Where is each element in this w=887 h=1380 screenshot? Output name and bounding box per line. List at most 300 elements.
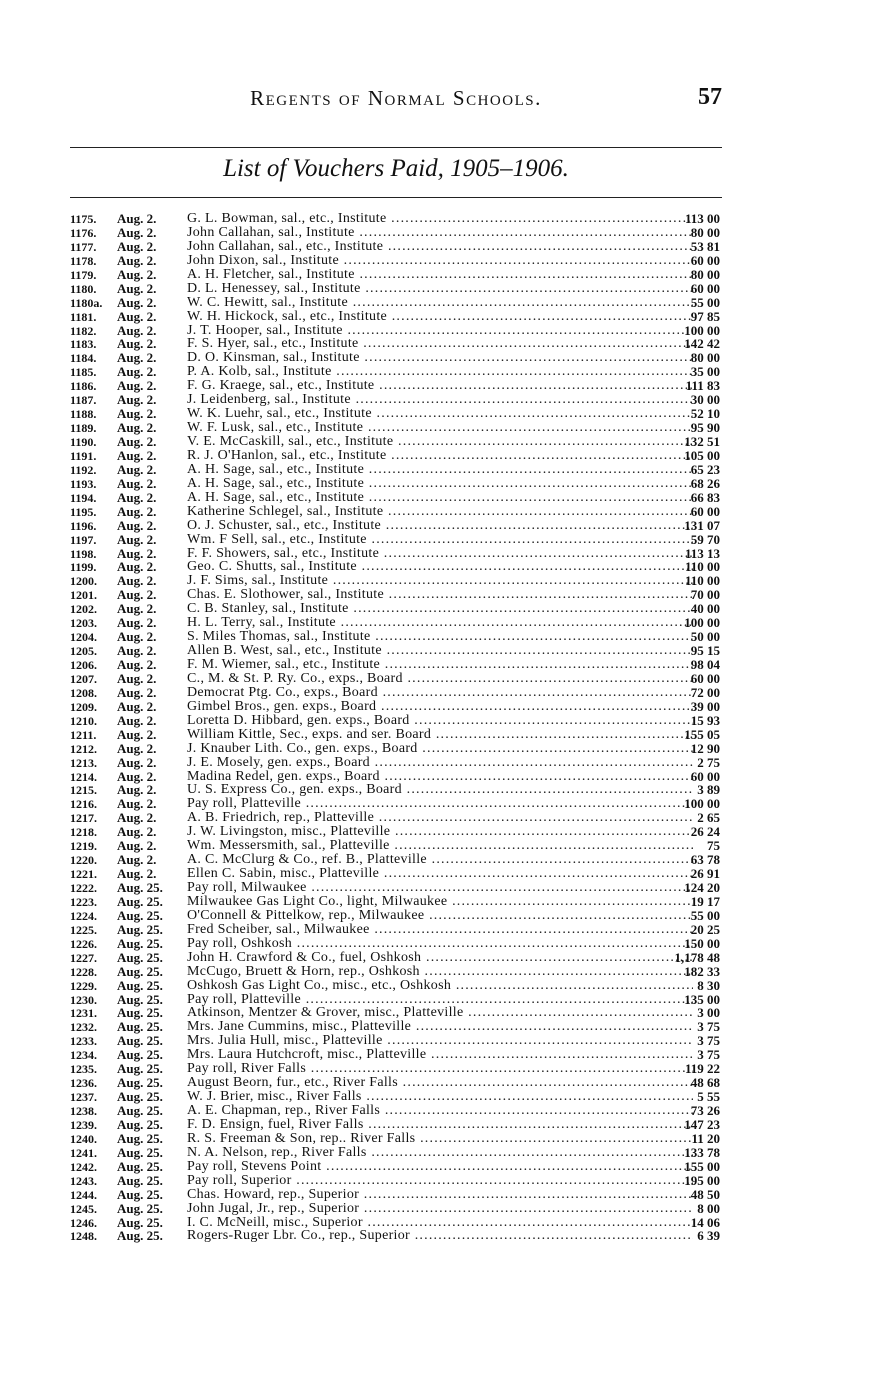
voucher-payee: Pay roll, Platteville ..... (187, 797, 693, 811)
voucher-number: 1240. (70, 1131, 97, 1146)
voucher-date: Aug. 2. (117, 643, 157, 659)
voucher-amount: 11 20 (691, 1130, 720, 1146)
voucher-number: 1200. (70, 574, 97, 589)
voucher-number: 1241. (70, 1145, 97, 1160)
voucher-number: 1235. (70, 1062, 97, 1077)
voucher-payee: Allen B. West, sal., etc., Institute ..... (187, 644, 693, 658)
running-head (70, 86, 722, 126)
voucher-date: Aug. 25. (117, 1186, 163, 1202)
voucher-date: Aug. 2. (117, 294, 157, 310)
voucher-number: 1217. (70, 811, 97, 826)
voucher-number: 1182. (70, 323, 97, 338)
voucher-number: 1248. (70, 1229, 97, 1244)
voucher-payee: F. M. Wiemer, sal., etc., Institute ..... (187, 658, 693, 672)
voucher-row (70, 407, 730, 421)
voucher-amount: 97 85 (690, 308, 720, 324)
voucher-amount: 65 23 (690, 461, 720, 477)
voucher-row (70, 839, 730, 853)
voucher-amount: 19 17 (690, 893, 720, 909)
voucher-payee: I. C. McNeill, misc., Superior ..... (187, 1216, 693, 1230)
voucher-date: Aug. 25. (117, 963, 163, 979)
voucher-date: Aug. 2. (117, 447, 157, 463)
voucher-number: 1230. (70, 992, 97, 1007)
voucher-row (70, 909, 730, 923)
voucher-payee: A. H. Sage, sal., etc., Institute ..... (187, 463, 693, 477)
voucher-date: Aug. 25. (117, 1228, 163, 1244)
voucher-payee: Chas. E. Slothower, sal., Institute ..... (187, 588, 693, 602)
voucher-payee: Wm. F Sell, sal., etc., Institute ..... (187, 533, 693, 547)
voucher-date: Aug. 25. (117, 1075, 163, 1091)
voucher-payee: John H. Crawford & Co., fuel, Oshkosh ..... (187, 951, 693, 965)
voucher-row (70, 296, 730, 310)
voucher-date: Aug. 2. (117, 378, 157, 394)
voucher-payee: G. L. Bowman, sal., etc., Institute ..... (187, 212, 693, 226)
voucher-amount: 39 00 (690, 698, 720, 714)
voucher-date: Aug. 25. (117, 921, 163, 937)
voucher-date: Aug. 2. (117, 573, 157, 589)
voucher-payee: H. L. Terry, sal., Institute ..... (187, 616, 693, 630)
voucher-amount: 26 24 (690, 824, 720, 840)
voucher-amount: 15 93 (690, 712, 720, 728)
voucher-date: Aug. 2. (117, 684, 157, 700)
voucher-amount: 124 20 (684, 880, 720, 895)
voucher-row (70, 644, 730, 658)
voucher-payee: R. J. O'Hanlon, sal., etc., Institute ..... (187, 449, 693, 463)
voucher-amount: 132 51 (684, 434, 720, 449)
voucher-date: Aug. 2. (117, 615, 157, 631)
voucher-amount: 182 33 (684, 963, 720, 979)
voucher-amount: 59 70 (690, 531, 720, 547)
voucher-number: 1198. (70, 546, 97, 561)
voucher-date: Aug. 2. (117, 336, 157, 352)
running-title: Regents of Normal Schools. (250, 86, 542, 110)
voucher-row (70, 1020, 730, 1034)
voucher-row (70, 337, 730, 351)
voucher-amount: 55 00 (690, 294, 720, 310)
voucher-date: Aug. 25. (117, 991, 163, 1007)
voucher-payee: Ellen C. Sabin, misc., Platteville ..... (187, 867, 693, 881)
voucher-date: Aug. 2. (117, 545, 157, 561)
voucher-payee: John Callahan, sal., etc., Institute ..... (187, 240, 693, 254)
voucher-amount: 35 00 (690, 364, 720, 380)
voucher-date: Aug. 2. (117, 810, 157, 826)
voucher-row (70, 1188, 730, 1202)
voucher-row (70, 979, 730, 993)
voucher-row (70, 379, 730, 393)
voucher-number: 1208. (70, 685, 97, 700)
voucher-date: Aug. 2. (117, 670, 157, 686)
voucher-amount: 155 05 (684, 726, 720, 742)
voucher-amount: 1,178 48 (674, 949, 720, 965)
voucher-payee: John Jugal, Jr., rep., Superior ..... (187, 1202, 693, 1216)
voucher-payee: Pay roll, Platteville ..... (187, 993, 693, 1007)
voucher-number: 1178. (70, 253, 97, 268)
voucher-payee: Pay roll, Superior ..... (187, 1174, 693, 1188)
voucher-payee: C. B. Stanley, sal., Institute ..... (187, 602, 693, 616)
voucher-number: 1232. (70, 1020, 97, 1035)
voucher-number: 1218. (70, 825, 97, 840)
voucher-number: 1201. (70, 588, 97, 603)
voucher-payee: Atkinson, Mentzer & Grover, misc., Platteville ..... (187, 1006, 693, 1020)
voucher-row (70, 351, 730, 365)
voucher-date: Aug. 2. (117, 866, 157, 882)
voucher-amount: 66 83 (690, 489, 720, 505)
voucher-date: Aug. 2. (117, 266, 157, 282)
voucher-number: 1209. (70, 699, 97, 714)
voucher-number: 1187. (70, 393, 97, 408)
voucher-date: Aug. 2. (117, 489, 157, 505)
voucher-amount: 110 00 (684, 573, 720, 589)
voucher-row (70, 310, 730, 324)
voucher-date: Aug. 25. (117, 1089, 163, 1105)
voucher-payee: Loretta D. Hibbard, gen. exps., Board ..... (187, 714, 693, 728)
voucher-amount: 60 00 (690, 768, 720, 784)
voucher-amount: 3 75 (697, 1019, 720, 1035)
voucher-number: 1207. (70, 671, 97, 686)
voucher-payee: F. G. Kraege, sal., etc., Institute ..... (187, 379, 693, 393)
voucher-payee: Wm. Messersmith, sal., Platteville ..... (187, 839, 693, 853)
voucher-amount: 98 04 (690, 657, 720, 672)
voucher-date: Aug. 2. (117, 461, 157, 477)
voucher-amount: 95 15 (690, 643, 720, 659)
voucher-date: Aug. 2. (117, 587, 157, 603)
voucher-payee: Katherine Schlegel, sal., Institute ..... (187, 505, 693, 519)
voucher-amount: 40 00 (690, 601, 720, 617)
voucher-amount: 100 00 (684, 796, 720, 812)
voucher-date: Aug. 25. (117, 1144, 163, 1160)
voucher-date: Aug. 2. (117, 726, 157, 742)
voucher-amount: 100 00 (684, 615, 720, 631)
voucher-amount: 30 00 (690, 392, 720, 408)
voucher-amount: 3 89 (697, 782, 720, 798)
voucher-row (70, 324, 730, 338)
voucher-number: 1238. (70, 1104, 97, 1118)
voucher-date: Aug. 25. (117, 1158, 163, 1174)
voucher-number: 1176. (70, 225, 97, 240)
voucher-date: Aug. 2. (117, 475, 157, 491)
voucher-amount: 5 55 (697, 1089, 720, 1105)
voucher-date: Aug. 2. (117, 420, 157, 436)
voucher-number: 1180a. (70, 295, 103, 310)
voucher-row (70, 1174, 730, 1188)
voucher-number: 1228. (70, 964, 97, 979)
voucher-number: 1206. (70, 658, 97, 672)
voucher-row (70, 435, 730, 449)
voucher-row (70, 783, 730, 797)
voucher-row (70, 365, 730, 379)
voucher-payee: J. W. Livingston, misc., Platteville ..... (187, 825, 693, 839)
voucher-row (70, 1076, 730, 1090)
voucher-row (70, 951, 730, 965)
voucher-date: Aug. 2. (117, 740, 157, 756)
voucher-row (70, 226, 730, 240)
voucher-date: Aug. 2. (117, 698, 157, 714)
voucher-amount: 60 00 (690, 670, 720, 686)
voucher-payee: Pay roll, Milwaukee ..... (187, 881, 693, 895)
voucher-date: Aug. 2. (117, 211, 157, 226)
voucher-date: Aug. 2. (117, 782, 157, 798)
voucher-date: Aug. 2. (117, 434, 157, 449)
voucher-number: 1211. (70, 727, 97, 742)
voucher-payee: Pay roll, River Falls ..... (187, 1062, 693, 1076)
voucher-amount: 131 07 (684, 517, 720, 533)
voucher-amount: 8 00 (697, 1200, 720, 1216)
voucher-row (70, 1006, 730, 1020)
voucher-row (70, 282, 730, 296)
section-title: List of Vouchers Paid, 1905–1906. (223, 155, 569, 182)
voucher-row (70, 937, 730, 951)
voucher-row (70, 686, 730, 700)
voucher-number: 1199. (70, 560, 97, 575)
voucher-amount: 14 06 (690, 1214, 720, 1230)
voucher-row (70, 533, 730, 547)
voucher-row (70, 1146, 730, 1160)
voucher-amount: 195 00 (684, 1172, 720, 1188)
voucher-row (70, 588, 730, 602)
voucher-date: Aug. 2. (117, 308, 157, 324)
voucher-number: 1191. (70, 448, 97, 463)
voucher-payee: Mrs. Laura Hutchcroft, misc., Platteville ..... (187, 1048, 693, 1062)
voucher-row (70, 700, 730, 714)
voucher-payee: William Kittle, Sec., exps. and ser. Board ..... (187, 728, 693, 742)
voucher-row (70, 993, 730, 1007)
voucher-amount: 111 83 (685, 378, 720, 394)
voucher-number: 1237. (70, 1090, 97, 1105)
voucher-date: Aug. 25. (117, 893, 163, 909)
voucher-date: Aug. 2. (117, 531, 157, 547)
voucher-number: 1185. (70, 365, 97, 380)
voucher-amount: 63 78 (690, 852, 720, 868)
voucher-row (70, 825, 730, 839)
voucher-amount: 95 90 (690, 420, 720, 436)
voucher-row (70, 1160, 730, 1174)
voucher-date: Aug. 25. (117, 949, 163, 965)
voucher-date: Aug. 25. (117, 1116, 163, 1132)
voucher-payee: F. D. Ensign, fuel, River Falls ..... (187, 1118, 693, 1132)
voucher-row (70, 1216, 730, 1230)
voucher-row (70, 965, 730, 979)
voucher-amount: 48 68 (690, 1075, 720, 1091)
voucher-number: 1216. (70, 797, 97, 812)
voucher-row (70, 1104, 730, 1118)
voucher-row (70, 491, 730, 505)
voucher-amount: 48 50 (690, 1186, 720, 1202)
voucher-number: 1210. (70, 713, 97, 728)
voucher-payee: W. C. Hewitt, sal., Institute ..... (187, 296, 693, 310)
voucher-row (70, 560, 730, 574)
voucher-payee: Milwaukee Gas Light Co., light, Milwaukee ..... (187, 895, 693, 909)
voucher-date: Aug. 25. (117, 1047, 163, 1063)
voucher-payee: W. K. Luehr, sal., etc., Institute ..... (187, 407, 693, 421)
voucher-payee: J. T. Hooper, sal., Institute ..... (187, 324, 693, 338)
voucher-row (70, 895, 730, 909)
voucher-date: Aug. 2. (117, 364, 157, 380)
voucher-payee: P. A. Kolb, sal., Institute ..... (187, 365, 693, 379)
voucher-row (70, 547, 730, 561)
voucher-amount: 12 90 (690, 740, 720, 756)
voucher-number: 1193. (70, 476, 97, 491)
voucher-date: Aug. 25. (117, 1214, 163, 1230)
voucher-amount: 2 65 (697, 810, 720, 826)
voucher-date: Aug. 25. (117, 907, 163, 923)
voucher-number: 1188. (70, 407, 97, 422)
voucher-payee: Madina Redel, gen. exps., Board ..... (187, 770, 693, 784)
voucher-payee: W. H. Hickock, sal., etc., Institute ..... (187, 310, 693, 324)
voucher-amount: 60 00 (690, 252, 720, 268)
voucher-date: Aug. 2. (117, 322, 157, 338)
voucher-payee: August Beorn, fur., etc., River Falls ..... (187, 1076, 693, 1090)
voucher-number: 1212. (70, 741, 97, 756)
voucher-date: Aug. 2. (117, 252, 157, 268)
voucher-number: 1220. (70, 853, 97, 868)
voucher-row (70, 254, 730, 268)
voucher-date: Aug. 2. (117, 838, 157, 854)
voucher-row (70, 756, 730, 770)
voucher-row (70, 881, 730, 895)
voucher-row (70, 616, 730, 630)
voucher-amount: 75 (707, 838, 720, 854)
voucher-row (70, 519, 730, 533)
voucher-number: 1190. (70, 435, 97, 449)
voucher-number: 1179. (70, 267, 97, 282)
voucher-payee: John Callahan, sal., Institute ..... (187, 226, 693, 240)
voucher-date: Aug. 25. (117, 880, 163, 895)
voucher-payee: J. Leidenberg, sal., Institute ..... (187, 393, 693, 407)
voucher-date: Aug. 25. (117, 1033, 163, 1049)
voucher-date: Aug. 25. (117, 935, 163, 951)
voucher-row (70, 212, 730, 226)
voucher-amount: 2 75 (697, 754, 720, 770)
voucher-row (70, 770, 730, 784)
voucher-date: Aug. 25. (117, 1172, 163, 1188)
voucher-amount: 6 39 (697, 1228, 720, 1244)
voucher-number: 1205. (70, 644, 97, 659)
voucher-amount: 80 00 (690, 266, 720, 282)
voucher-amount: 60 00 (690, 503, 720, 519)
voucher-number: 1194. (70, 490, 97, 505)
voucher-row (70, 477, 730, 491)
voucher-payee: O. J. Schuster, sal., etc., Institute ..... (187, 519, 693, 533)
voucher-number: 1223. (70, 894, 97, 909)
voucher-date: Aug. 2. (117, 280, 157, 296)
voucher-payee: J. F. Sims, sal., Institute ..... (187, 574, 693, 588)
voucher-amount: 26 91 (690, 866, 720, 882)
voucher-number: 1224. (70, 908, 97, 923)
voucher-row (70, 811, 730, 825)
voucher-number: 1196. (70, 518, 97, 533)
voucher-row (70, 240, 730, 254)
voucher-amount: 147 23 (684, 1116, 720, 1132)
voucher-date: Aug. 2. (117, 601, 157, 617)
voucher-number: 1204. (70, 630, 97, 645)
voucher-date: Aug. 2. (117, 392, 157, 408)
voucher-number: 1189. (70, 421, 97, 436)
voucher-payee: W. F. Lusk, sal., etc., Institute ..... (187, 421, 693, 435)
voucher-number: 1186. (70, 379, 97, 394)
voucher-date: Aug. 2. (117, 406, 157, 422)
voucher-payee: V. E. McCaskill, sal., etc., Institute ..... (187, 435, 693, 449)
voucher-amount: 70 00 (690, 587, 720, 603)
voucher-date: Aug. 2. (117, 224, 157, 240)
voucher-payee: Geo. C. Shutts, sal., Institute ..... (187, 560, 693, 574)
voucher-amount: 52 10 (690, 406, 720, 422)
top-rule (70, 147, 722, 148)
voucher-amount: 72 00 (690, 684, 720, 700)
voucher-row (70, 1090, 730, 1104)
voucher-number: 1246. (70, 1215, 97, 1230)
voucher-row (70, 268, 730, 282)
voucher-amount: 3 75 (697, 1047, 720, 1063)
voucher-payee: A. C. McClurg & Co., ref. B., Platteville ..... (187, 853, 693, 867)
voucher-number: 1236. (70, 1076, 97, 1091)
voucher-amount: 68 26 (690, 475, 720, 491)
voucher-amount: 73 26 (690, 1103, 720, 1118)
voucher-number: 1221. (70, 867, 97, 882)
voucher-payee: A. E. Chapman, rep., River Falls ..... (187, 1104, 693, 1118)
voucher-row (70, 1034, 730, 1048)
voucher-row (70, 463, 730, 477)
voucher-payee: A. H. Sage, sal., etc., Institute ..... (187, 491, 693, 505)
voucher-payee: F. S. Hyer, sal., etc., Institute ..... (187, 337, 693, 351)
voucher-date: Aug. 2. (117, 350, 157, 366)
voucher-row (70, 867, 730, 881)
voucher-payee: D. L. Henessey, sal., Institute ..... (187, 282, 693, 296)
voucher-amount: 155 00 (684, 1158, 720, 1174)
voucher-date: Aug. 25. (117, 1200, 163, 1216)
voucher-amount: 3 00 (697, 1005, 720, 1021)
voucher-row (70, 1202, 730, 1216)
voucher-number: 1225. (70, 922, 97, 937)
voucher-amount: 80 00 (690, 350, 720, 366)
voucher-row (70, 658, 730, 672)
voucher-date: Aug. 2. (117, 517, 157, 533)
voucher-number: 1222. (70, 881, 97, 895)
voucher-amount: 113 00 (684, 211, 720, 226)
voucher-amount: 133 78 (684, 1144, 720, 1160)
voucher-number: 1197. (70, 532, 97, 547)
voucher-date: Aug. 2. (117, 796, 157, 812)
voucher-date: Aug. 2. (117, 503, 157, 519)
voucher-date: Aug. 2. (117, 852, 157, 868)
voucher-date: Aug. 2. (117, 559, 157, 575)
voucher-amount: 60 00 (690, 280, 720, 296)
voucher-amount: 119 22 (684, 1061, 720, 1077)
voucher-row (70, 505, 730, 519)
voucher-amount: 80 00 (690, 224, 720, 240)
voucher-row (70, 1132, 730, 1146)
voucher-amount: 113 13 (684, 545, 720, 561)
voucher-payee: Democrat Ptg. Co., exps., Board ..... (187, 686, 693, 700)
voucher-payee: Pay roll, Oshkosh ..... (187, 937, 693, 951)
voucher-date: Aug. 25. (117, 1061, 163, 1077)
voucher-date: Aug. 2. (117, 629, 157, 645)
voucher-date: Aug. 2. (117, 657, 157, 672)
voucher-payee: Gimbel Bros., gen. exps., Board ..... (187, 700, 693, 714)
voucher-amount: 150 00 (684, 935, 720, 951)
voucher-number: 1227. (70, 950, 97, 965)
voucher-date: Aug. 25. (117, 1130, 163, 1146)
voucher-payee: D. O. Kinsman, sal., Institute ..... (187, 351, 693, 365)
voucher-amount: 135 00 (684, 991, 720, 1007)
voucher-row (70, 853, 730, 867)
voucher-date: Aug. 25. (117, 1103, 163, 1118)
voucher-amount: 20 25 (690, 921, 720, 937)
voucher-number: 1231. (70, 1006, 97, 1021)
voucher-payee: McCugo, Bruett & Horn, rep., Oshkosh ..... (187, 965, 693, 979)
voucher-number: 1226. (70, 936, 97, 951)
voucher-row (70, 1118, 730, 1132)
voucher-payee: Pay roll, Stevens Point ..... (187, 1160, 693, 1174)
